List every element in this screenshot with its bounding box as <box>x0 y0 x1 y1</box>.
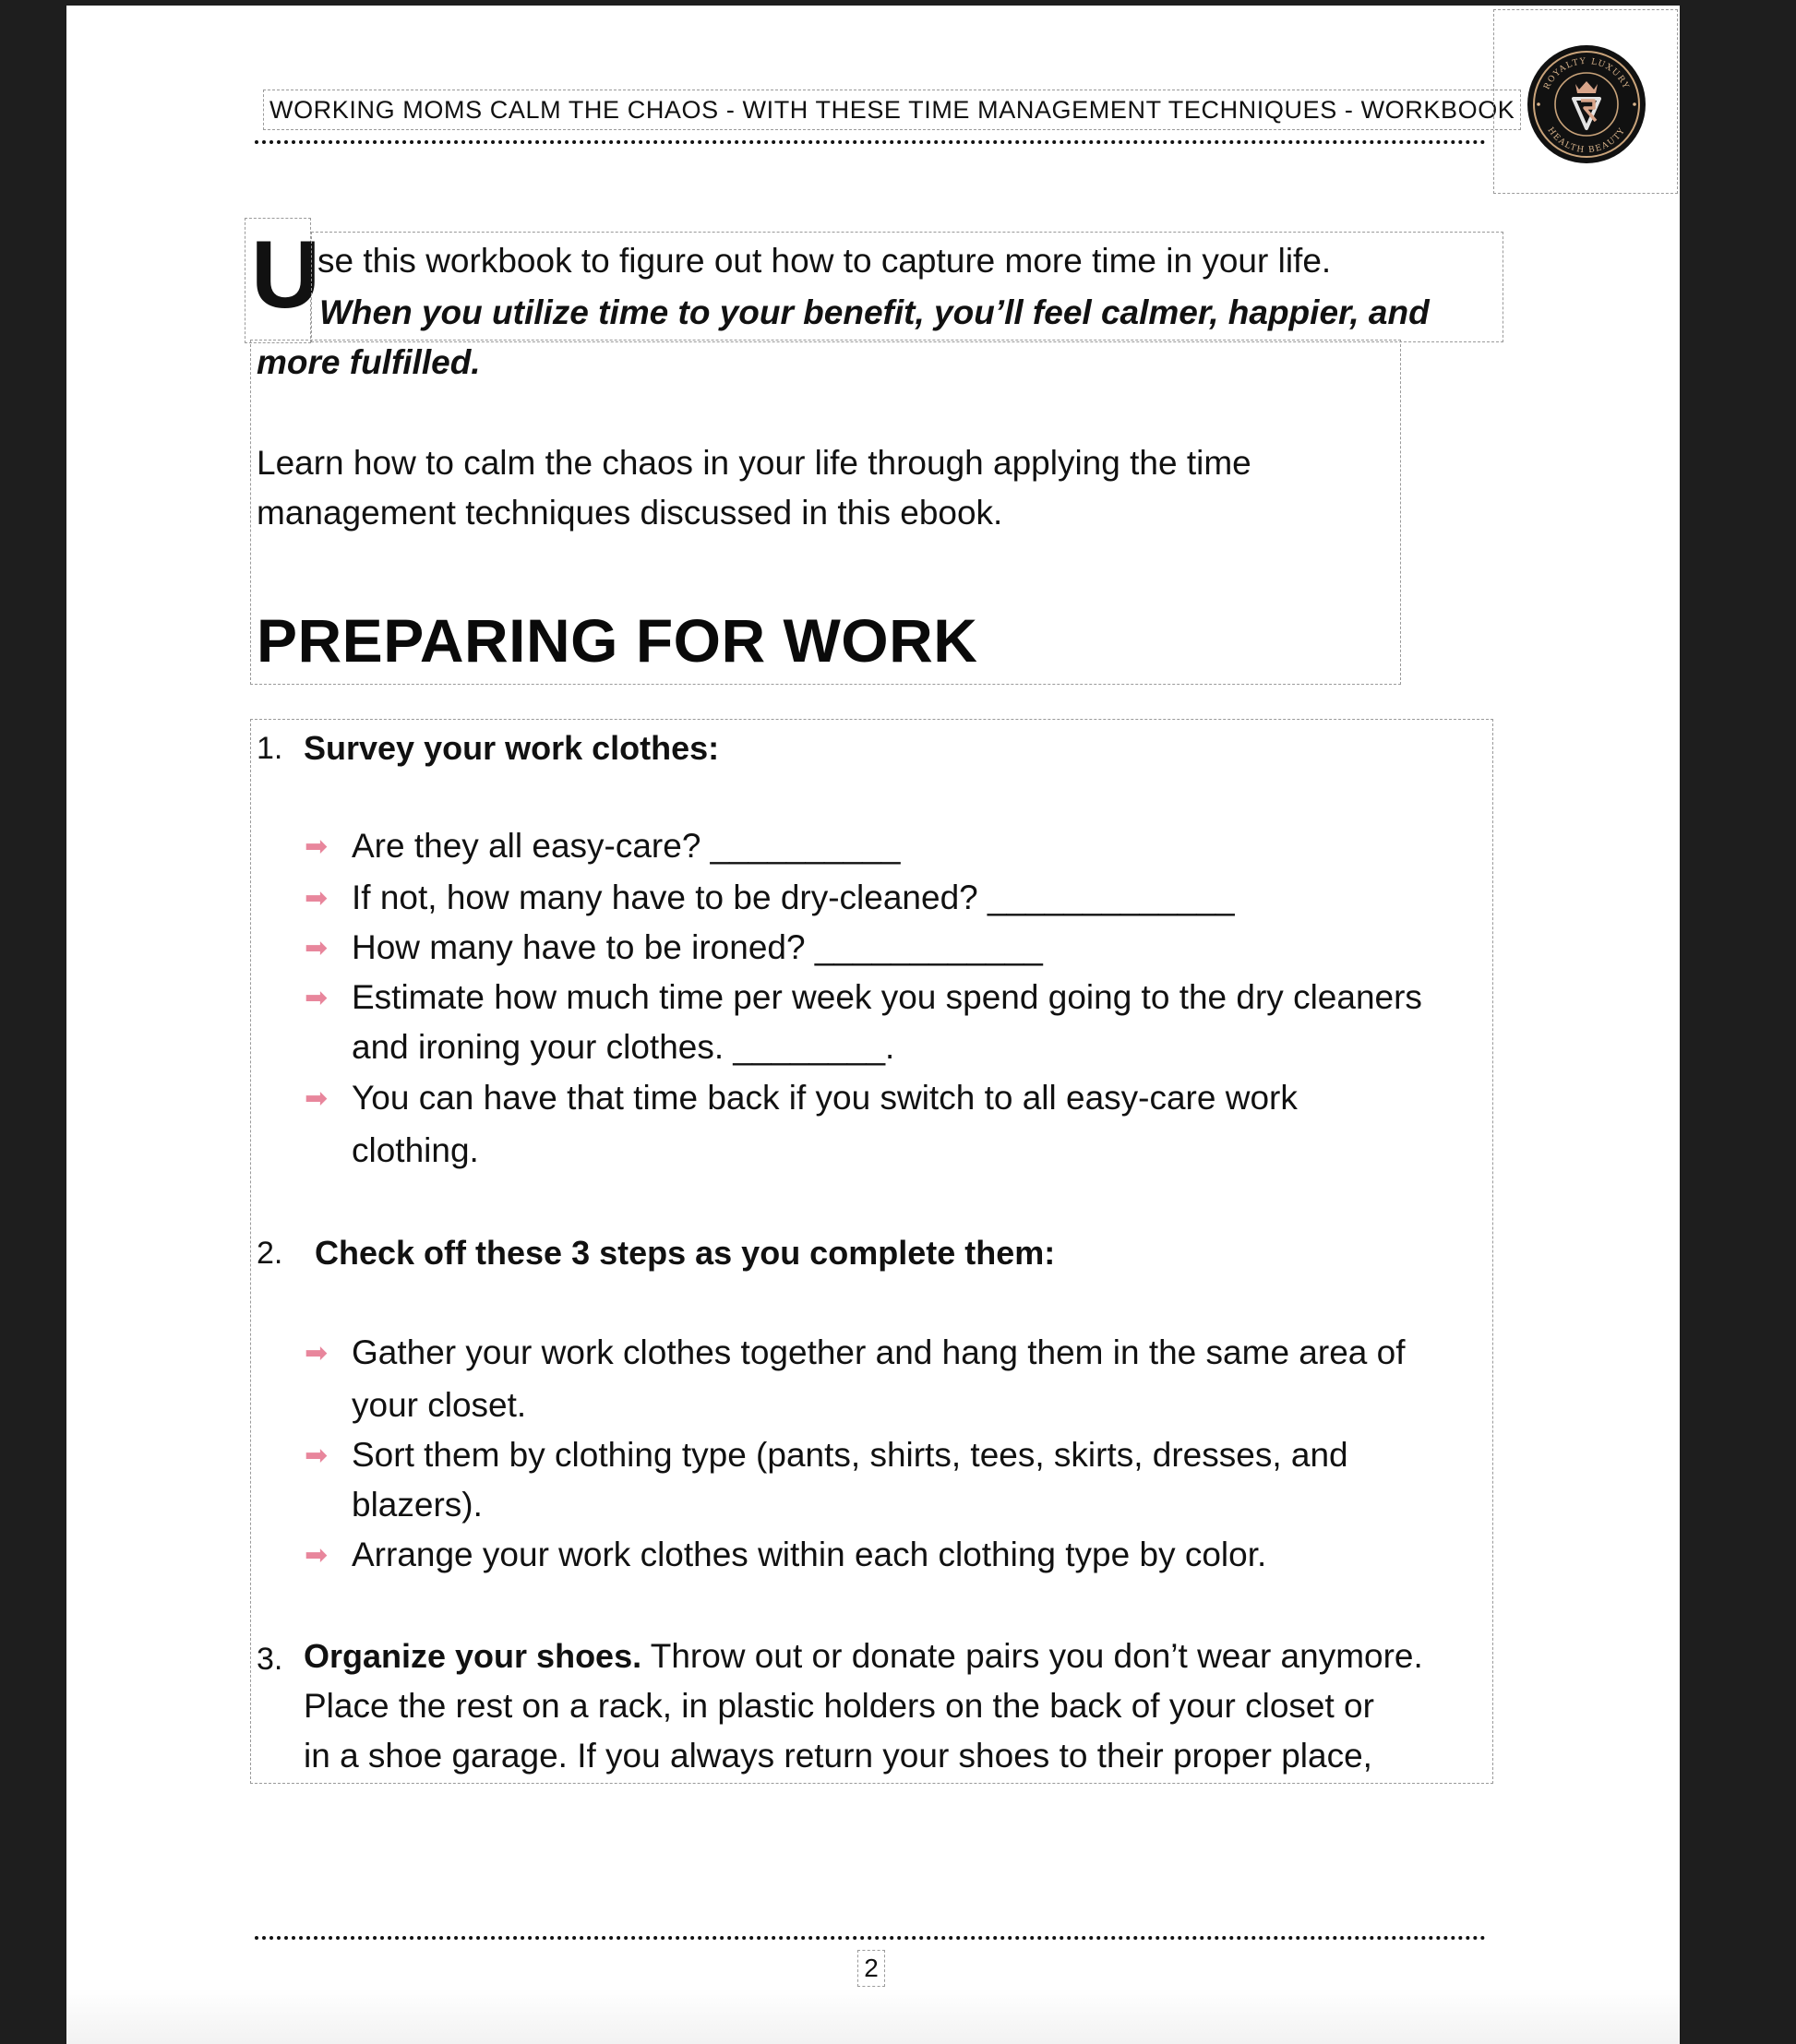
list-item-1-bullet-1: Are they all easy-care? __________ <box>352 827 901 865</box>
arrow-right-icon: ➡ <box>305 1539 329 1572</box>
document-page <box>66 6 1680 2044</box>
intro-paragraph-line-2: management techniques discussed in this ebook. <box>257 494 1003 532</box>
header-divider <box>255 140 1486 144</box>
arrow-right-icon: ➡ <box>305 932 329 964</box>
intro-bold-line-1: When you utilize time to your benefit, you’ll feel calmer, happier, and <box>319 293 1430 331</box>
list-item-3-line-2: Place the rest on a rack, in plastic holders on the back of your closet or <box>304 1687 1374 1725</box>
list-item-1-bullet-5-line-2: clothing. <box>352 1131 479 1169</box>
arrow-right-icon: ➡ <box>305 1440 329 1472</box>
svg-text:ROYALTY LUXURY: ROYALTY LUXURY <box>1542 56 1631 91</box>
list-number-1: 1. <box>257 731 283 766</box>
running-header-title: WORKING MOMS CALM THE CHAOS - WITH THESE TIME MANAGEMENT TECHNIQUES - WORKBOOK <box>263 90 1521 130</box>
list-item-1-bullet-2: If not, how many have to be dry-cleaned? _____________ <box>352 879 1235 916</box>
intro-bold-line-2: more fulfilled. <box>257 343 481 381</box>
royalty-luxury-crown-logo-icon <box>1526 43 1647 165</box>
list-item-3-heading: Organize your shoes. <box>304 1637 642 1675</box>
list-item-2-bullet-1-line-2: your closet. <box>352 1386 527 1424</box>
list-item-2-bullet-1-line-1: Gather your work clothes together and hang them in the same area of <box>352 1333 1406 1371</box>
intro-line-1: se this workbook to figure out how to capture more time in your life. <box>317 242 1332 280</box>
svg-text:HEALTH BEAUTY: HEALTH BEAUTY <box>1545 126 1628 156</box>
intro-paragraph-line-1: Learn how to calm the chaos in your life through applying the time <box>257 444 1251 482</box>
list-item-3-line-1-text: Throw out or donate pairs you don’t wear anymore. <box>641 1637 1423 1675</box>
list-item-2-heading: Check off these 3 steps as you complete them: <box>315 1234 1056 1272</box>
section-heading: PREPARING FOR WORK <box>257 606 978 675</box>
list-item-1-bullet-3: How many have to be ironed? ____________ <box>352 928 1043 966</box>
list-number-2: 2. <box>257 1236 283 1271</box>
arrow-right-icon: ➡ <box>305 831 329 863</box>
page-number: 2 <box>857 1950 885 1987</box>
list-item-1-heading: Survey your work clothes: <box>304 729 720 767</box>
arrow-right-icon: ➡ <box>305 882 329 914</box>
list-item-1-bullet-4-line-2: and ironing your clothes. ________. <box>352 1028 895 1066</box>
dropcap-letter: U <box>251 221 321 329</box>
page-bottom-shade <box>66 1989 1680 2044</box>
list-item-1-bullet-4-line-1: Estimate how much time per week you spend going to the dry cleaners <box>352 978 1422 1016</box>
list-item-3-line-3: in a shoe garage. If you always return your shoes to their proper place, <box>304 1737 1372 1775</box>
list-item-1-bullet-5-line-1: You can have that time back if you switch to all easy-care work <box>352 1079 1298 1117</box>
arrow-right-icon: ➡ <box>305 1082 329 1115</box>
list-item-2-bullet-3: Arrange your work clothes within each clothing type by color. <box>352 1536 1267 1573</box>
arrow-right-icon: ➡ <box>305 1337 329 1369</box>
logo-frame <box>1493 9 1678 194</box>
footer-divider <box>255 1936 1486 1940</box>
list-item-2-bullet-2-line-1: Sort them by clothing type (pants, shirts, tees, skirts, dresses, and <box>352 1436 1348 1474</box>
list-number-3: 3. <box>257 1642 283 1677</box>
list-item-3-line-1 <box>304 1637 1423 1676</box>
arrow-right-icon: ➡ <box>305 982 329 1014</box>
list-item-2-bullet-2-line-2: blazers). <box>352 1486 483 1524</box>
